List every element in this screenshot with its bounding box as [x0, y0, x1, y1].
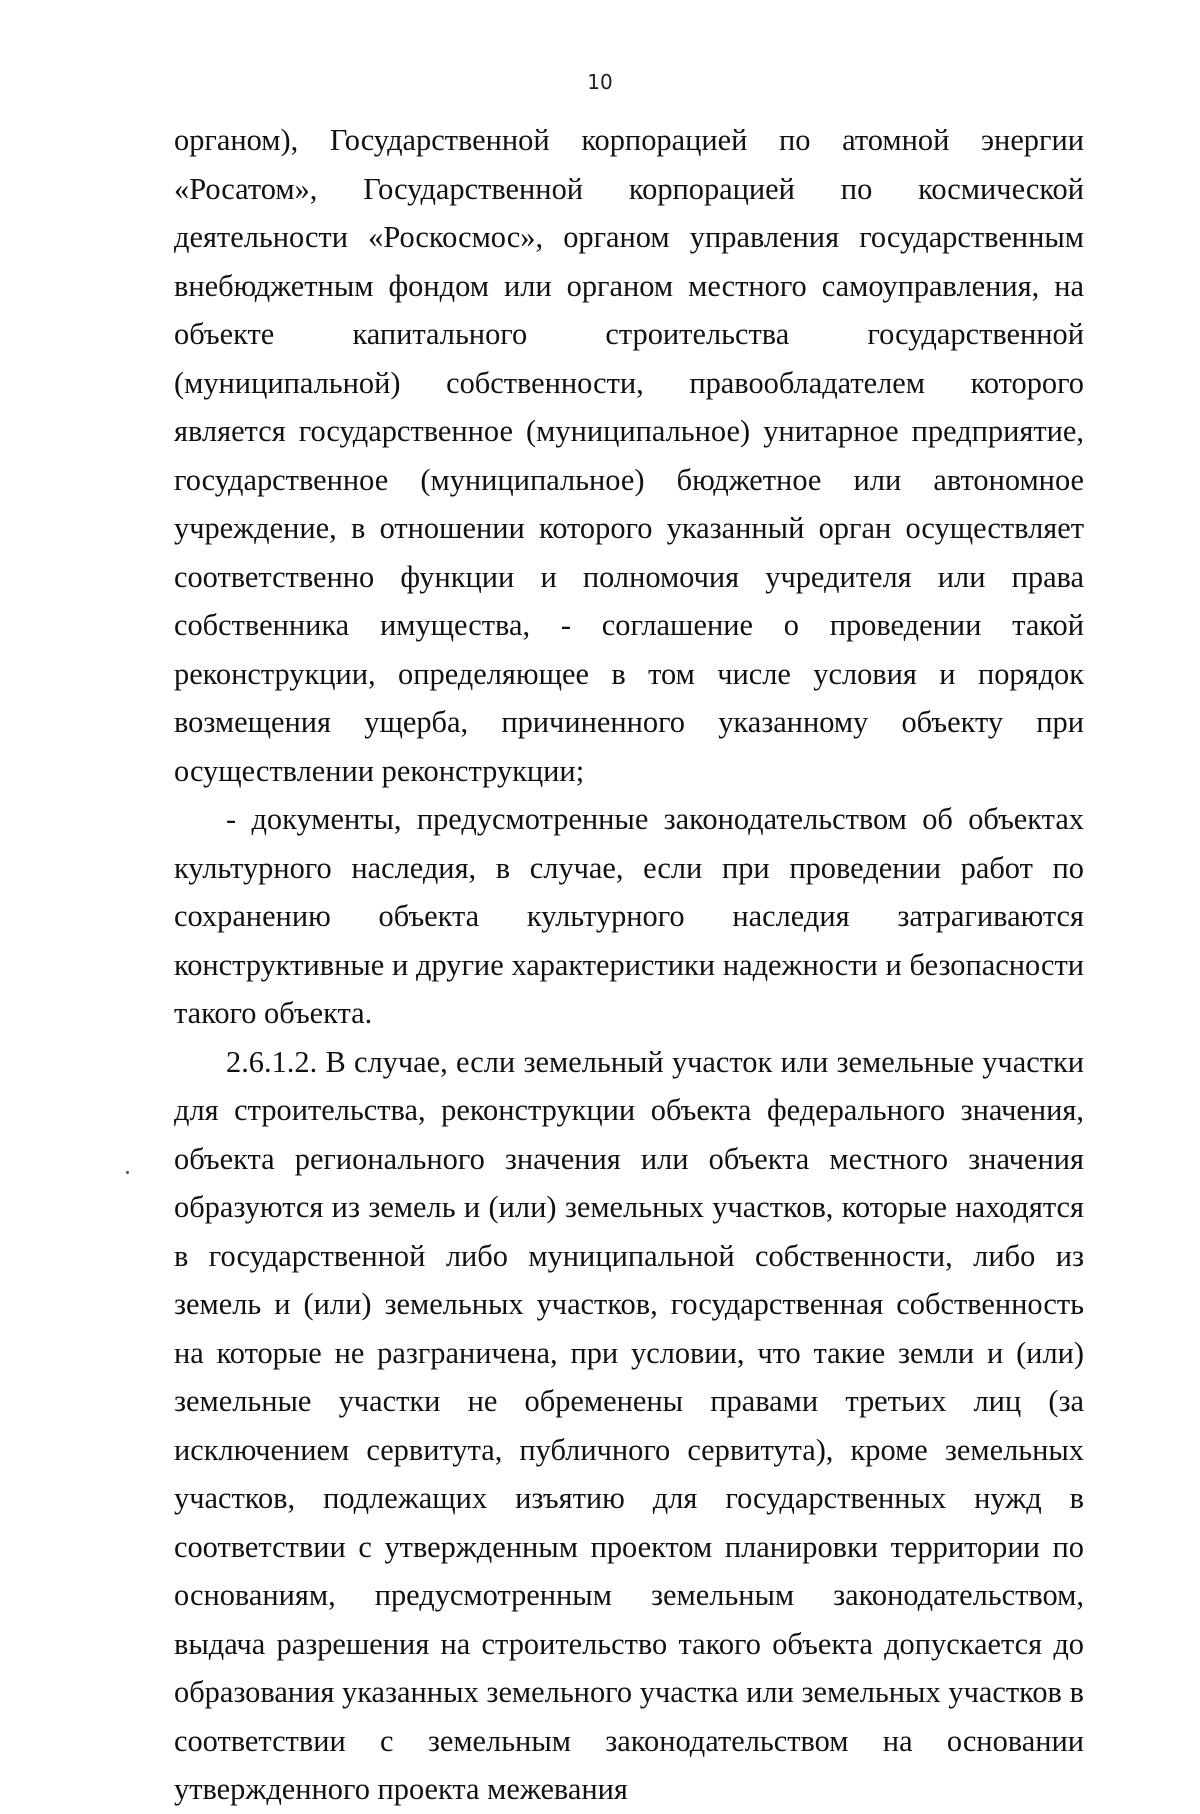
page-number: 10 — [587, 70, 613, 94]
paragraph-2-6-1-2: 2.6.1.2. В случае, если земельный участок или земельные участки для строительства, реконструкции объекта федерального значения, объекта регионального значения или объекта местного значения образуются из земель и (или) земельных участков, которые находятся в государственной либо муниципальной собственности, либо из земель и (или) земельных участков, государственная собственность на которые не разграничена, при условии, что такие земли и (или) земельные участки не обременены правами третьих лиц (за исключением сервитута, публичного сервитута), кроме земельных участков, подлежащих изъятию для государственных нужд в соответствии с утвержденным проектом планировки территории по основаниям, предусмотренным земельным законодательством, выдача разрешения на строительство такого объекта допускается до образования указанных земельного участка или земельных участков в соответствии с земельным законодательством на основании утвержденного проекта межевания — [174, 1044, 1084, 1806]
paragraph-continuation: органом), Государственной корпорацией по атомной энергии «Росатом», Государственной корпорацией по космической деятельности «Роскосмос», органом управления государственным внебюджетным фондом или органом местного самоуправления, на объекте капитального строительства государственной (муниципальной) собственности, правообладателем которого является государственное (муниципальное) унитарное предприятие, государственное (муниципальное) бюджетное или автономное учреждение, в отношении которого указанный орган осуществляет соответственно функции и полномочия учредителя или права собственника имущества, - соглашение о проведении такой реконструкции, определяющее в том числе условия и порядок возмещения ущерба, причиненного указанному объекту при осуществлении реконструкции; — [174, 123, 1084, 788]
document-body — [174, 116, 1084, 1814]
paragraph-cultural-heritage-documents: - документы, предусмотренные законодательством об объектах культурного наследия, в случае, если при проведении работ по сохранению объекта культурного наследия затрагиваются конструктивные и другие характеристики надежности и безопасности такого объекта. — [174, 802, 1084, 1030]
scan-artifact-dot — [126, 1171, 129, 1174]
